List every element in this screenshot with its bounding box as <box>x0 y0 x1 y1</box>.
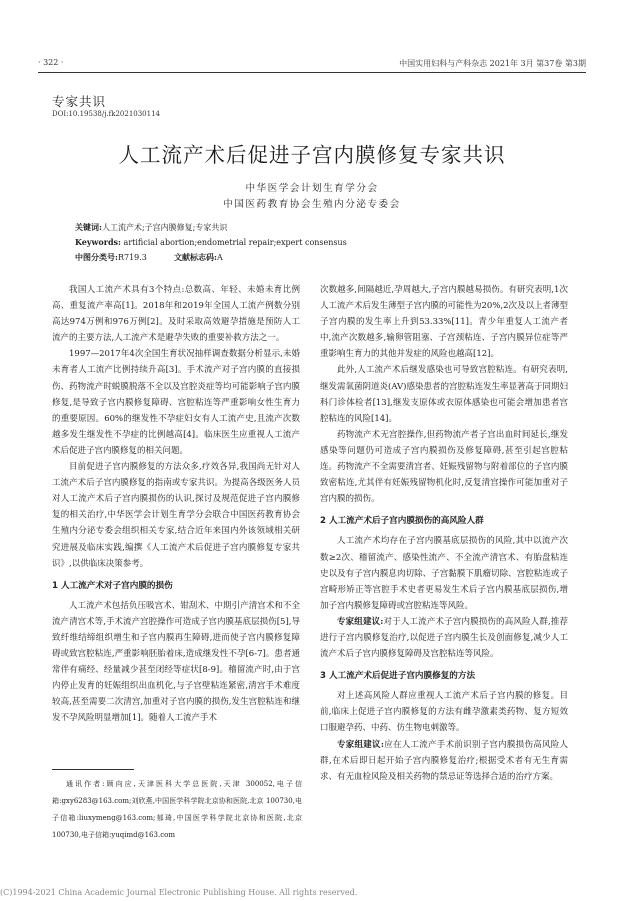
recommendation-text: 对于人工流产术子宫内膜损伤的高风险人群,推荐进行子宫内膜修复治疗,以促进子宫内膜生长及创面修复,减少人工流产术后子宫内膜修复障碍及宫腔粘连等风险。 <box>320 616 568 660</box>
left-column <box>52 282 300 727</box>
right-column <box>320 282 568 785</box>
journal-header: 中国实用妇科与产科杂志 2021年 3月 第37卷 第3期 <box>399 59 586 68</box>
recommendation-label: 专家组建议: <box>337 616 384 627</box>
keywords-cn <box>75 222 227 233</box>
paragraph: 对上述高风险人群应重视人工流产术后子宫内膜的修复。目前,临床上促进子宫内膜修复的方法有雌孕激素类药物、复方短效口服避孕药、中药、仿生物电刺激等。 <box>320 691 568 734</box>
paragraph: 人工流产术包括负压吸宫术、钳刮术、中期引产清宫术和不全流产清宫术等,手术流产宫腔操作可造成子宫内膜基底层损伤[5],导致纤维结缔组织增生和子宫内膜再生障碍,进而使子宫内膜修复障碍或致宫腔粘连,严重影响胚胎着床,造成继发性不孕[6-7]。患者通常伴有痛经、经量减少甚至闭经等症状[8-9]。稽留流产时,由于宫内停止发育的妊娠组织出血机化,与子宫壁粘连紧密,清宫手术难度较高,甚至需要二次清宫,加重对子宫内膜的损伤,发生宫腔粘连和继发不孕风险明显增加[1]。随着人工流产手术 <box>52 600 300 724</box>
recommendation-text: 应在人工流产手术前识别子宫内膜损伤高风险人群,在术后即日起开始子宫内膜修复治疗;根据受术者有无生育需求、有无血栓风险及相关药物的禁忌证等选择合适的治疗方案。 <box>320 739 568 782</box>
paragraph: 人工流产术均存在子宫内膜基底层损伤的风险,其中以流产次数≥2次、稽留流产、感染性流产、不全流产清宫术、有胎盘粘连史以及有子宫内膜息肉切除、子宫黏膜下肌瘤切除、宫腔粘连或子宫畸形矫正等宫腔手术史者更易发生术后子宫内膜基底层损伤,增加子宫内膜修复障碍或宫腔粘连等风险。 <box>320 536 568 611</box>
keywords-en-label: Keywords: <box>75 237 122 247</box>
code-value: A <box>216 253 223 262</box>
section-heading-1: 1 人工流产术对子宫内膜的损伤 <box>52 580 173 591</box>
section-heading-3: 3 人工流产术后促进子宫内膜修复的方法 <box>320 671 476 682</box>
header-rule <box>38 72 586 73</box>
doi[interactable]: DOI:10.19538/j.fk2021030114 <box>52 110 160 118</box>
keywords-cn-label: 关键词: <box>75 222 102 232</box>
paragraph: 次数越多,间隔越近,孕周越大,子宫内膜越易损伤。有研究表明,1次人工流产术后发生薄型子宫内膜的可能性为20%,2次及以上者薄型子宫内膜的发生率上升到53.33%[11]。青少年重复人工流产者中,流产次数越多,输卵管阻塞、子宫颈粘连、子宫内膜异位症等严重影响生育力的其他并发症的风险也越高[12]。 <box>320 285 569 360</box>
paragraph: 药物流产术无宫腔操作,但药物流产者子宫出血时间延长,继发感染等问题仍可造成子宫内膜损伤及修复障碍,甚至引起宫腔粘连。药物流产不全需要清宫者、妊娠残留物与附着部位的子宫内膜致密粘连,尤其伴有妊娠残留物机化时,反复清宫操作可能加重对子宫内膜的损伤。 <box>320 429 568 505</box>
classification-line <box>75 252 223 263</box>
keywords-cn-text: 人工流产术;子宫内膜修复;专家共识 <box>101 223 228 232</box>
section-tag: 专家共识 <box>52 94 107 109</box>
author-line-2: 中国医药教育协会生殖内分泌专委会 <box>223 199 401 210</box>
keywords-en <box>75 237 347 247</box>
paragraph: 此外,人工流产术后继发感染也可导致宫腔粘连。有研究表明,继发需氧菌阴道炎(AV)感染患者的宫腔粘连发生率显著高于同期妇科门诊体检者[13],继发支原体或衣原体感染也可能会增加患者宫腔粘连的风险[14]。 <box>320 365 568 424</box>
paragraph: 我国人工流产术具有3个特点:总数高、年轻、未婚未育比例高、重复流产率高[1]。2018年和2019年全国人工流产例数分别高达974万例和976万例[2]。及时采取高效避孕措施是预防人工流产的主要方法,人工流产术是避孕失败的重要补救方法之一。 <box>52 285 300 344</box>
article-title: 人工流产术后促进子宫内膜修复专家共识 <box>118 143 506 167</box>
class-value: R719.3 <box>117 253 147 262</box>
copyright-strip: (C)1994-2021 China Academic Journal Electronic Publishing House. All rights reserved. <box>0 888 358 897</box>
paragraph: 1997—2017年4次全国生育状况抽样调查数据分析显示,未婚未育者人工流产比例持续升高[3]。手术流产对子宫内膜的直接损伤、药物流产时蜕膜脱落不全以及宫腔炎症等均可能影响子宫内膜修复,是导致子宫内膜修复障碍、宫腔粘连等严重影响女性生育力的重要原因。60%的继发性不孕症妇女有人工流产史,且流产次数越多发生继发性不孕症的比例越高[4]。临床医生应重视人工流产术后促进子宫内膜修复的相关问题。 <box>52 349 300 456</box>
section-heading-2: 2 人工流产术后子宫内膜损伤的高风险人群 <box>320 516 484 527</box>
recommendation-1 <box>320 614 568 662</box>
page-number: · 322 · <box>38 58 64 67</box>
keywords-en-text: artificial abortion;endometrial repair;expert consensus <box>121 238 347 247</box>
footnote-rule <box>52 769 134 770</box>
class-label: 中图分类号: <box>75 252 118 262</box>
recommendation-2 <box>320 737 568 785</box>
paragraph: 目前促进子宫内膜修复的方法众多,疗效各异,我国尚无针对人工流产术后子宫内膜修复的指南或专家共识。为提高各级医务人员对人工流产术后子宫内膜损伤的认识,探讨及规范促进子宫内膜修复的相关治疗,中华医学会计划生育学分会联合中国医药教育协会生殖内分泌专委会组织相关专家,结合近年来国内外该领域相关研究进展及临床实践,编撰《人工流产术后促进子宫内膜修复专家共识》,以供临床决策参考。 <box>52 462 300 569</box>
corresponding-author-footnote: 通讯作者:顾向应,天津医科大学总医院,天津 300052,电子信箱:gxy6283@163.com;刘欣燕,中国医学科学院北京协和医院,北京 100730,电子信箱:liuxymeng@163.com;郁琦,中国医学科学院北京协和医院,北京 100730,电子信箱:yuqimd@163.com <box>52 780 302 839</box>
author-line-1: 中华医学会计划生育学分会 <box>245 183 379 194</box>
recommendation-label: 专家组建议: <box>337 739 384 750</box>
code-label: 文献标志码: <box>173 252 217 262</box>
